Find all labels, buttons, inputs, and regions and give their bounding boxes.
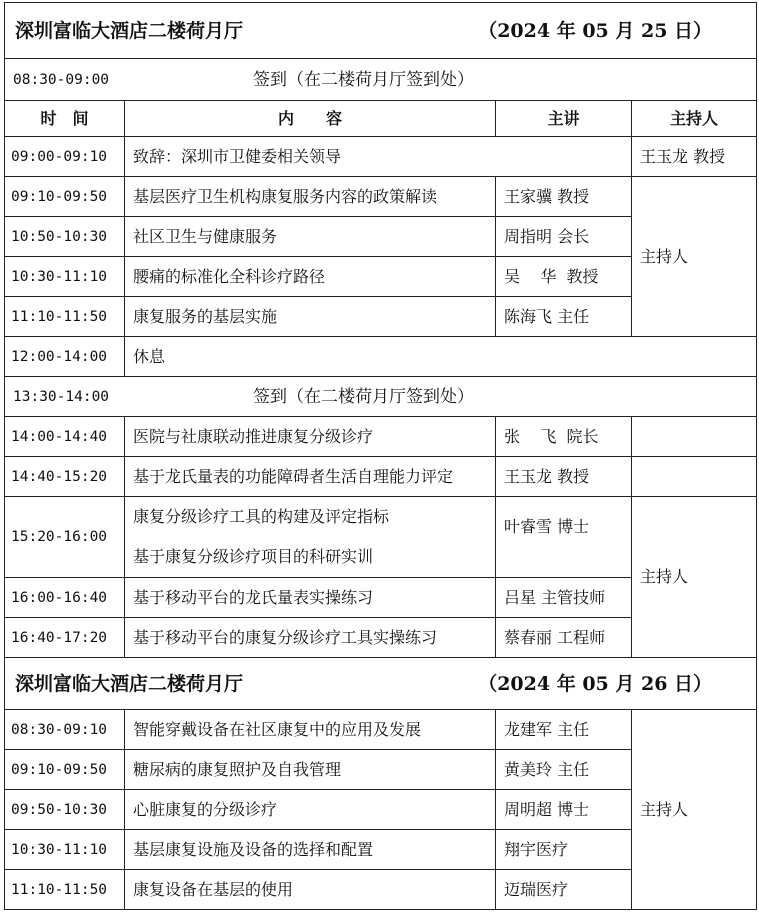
session-content-line: 康复分级诊疗工具的构建及评定指标	[133, 507, 390, 526]
session-speaker: 吴 华 教授	[496, 257, 632, 297]
session-speaker: 陈海飞 主任	[496, 297, 632, 337]
header-content: 内 容	[125, 101, 496, 137]
venue-date: （2024 年 05 月 25 日）	[478, 19, 713, 42]
session-content: 基层康复设施及设备的选择和配置	[125, 830, 496, 870]
session-speaker: 黄美玲 主任	[496, 750, 632, 790]
session-content: 基于龙氏量表的功能障碍者生活自理能力评定	[125, 457, 496, 497]
schedule-table	[4, 2, 757, 910]
session-time: 15:20-16:00	[5, 497, 125, 578]
signin-time: 08:30-09:00	[13, 71, 110, 88]
session-content: 基于移动平台的康复分级诊疗工具实操练习	[125, 618, 496, 658]
session-time: 09:50-10:30	[5, 790, 125, 830]
table-row	[5, 710, 757, 750]
table-row	[5, 137, 757, 177]
table-row	[5, 497, 757, 578]
session-speaker: 叶睿雪 博士	[496, 497, 632, 578]
day2-host: 主持人	[632, 710, 757, 910]
session-time: 11:10-11:50	[5, 297, 125, 337]
session-time: 10:50-10:30	[5, 217, 125, 257]
signin-row-pm	[5, 377, 757, 417]
session-content: 社区卫生与健康服务	[125, 217, 496, 257]
session-speaker: 吕星 主管技师	[496, 578, 632, 618]
venue-date: （2024 年 05 月 26 日）	[478, 672, 713, 695]
session-time: 09:10-09:50	[5, 177, 125, 217]
table-row	[5, 337, 757, 377]
session-speaker: 王家骥 教授	[496, 177, 632, 217]
session-time: 16:00-16:40	[5, 578, 125, 618]
venue-row-day2	[5, 658, 757, 710]
session-speaker: 翔宇医疗	[496, 830, 632, 870]
signin-row-am	[5, 59, 757, 101]
table-row	[5, 177, 757, 217]
session-time: 09:00-09:10	[5, 137, 125, 177]
session-speaker: 迈瑞医疗	[496, 870, 632, 910]
session-content: 医院与社康联动推进康复分级诊疗	[125, 417, 496, 457]
venue-row-day1	[5, 3, 757, 59]
session-time: 10:30-11:10	[5, 257, 125, 297]
session-content: 腰痛的标准化全科诊疗路径	[125, 257, 496, 297]
signin-time: 13:30-14:00	[13, 388, 110, 405]
session-speaker: 蔡春丽 工程师	[496, 618, 632, 658]
signin-text: 签到（在二楼荷月厅签到处）	[253, 69, 474, 90]
session-time: 10:30-11:10	[5, 830, 125, 870]
session-time: 08:30-09:10	[5, 710, 125, 750]
session-content-line: 基于康复分级诊疗项目的科研实训	[133, 547, 374, 566]
header-row	[5, 101, 757, 137]
session-content: 休息	[125, 337, 757, 377]
header-host: 主持人	[632, 101, 757, 137]
empty-host-cell	[632, 417, 757, 457]
table-row	[5, 457, 757, 497]
session-time: 09:10-09:50	[5, 750, 125, 790]
session-time: 16:40-17:20	[5, 618, 125, 658]
header-speaker: 主讲	[496, 101, 632, 137]
morning-host: 主持人	[632, 177, 757, 337]
session-content: 康复设备在基层的使用	[125, 870, 496, 910]
session-speaker: 龙建军 主任	[496, 710, 632, 750]
session-speaker: 周指明 会长	[496, 217, 632, 257]
session-time: 12:00-14:00	[5, 337, 125, 377]
session-host: 王玉龙 教授	[632, 137, 757, 177]
session-content: 基层医疗卫生机构康复服务内容的政策解读	[125, 177, 496, 217]
session-speaker: 王玉龙 教授	[496, 457, 632, 497]
header-time: 时 间	[5, 101, 125, 137]
session-content: 康复服务的基层实施	[125, 297, 496, 337]
session-content: 致辞：深圳市卫健委相关领导	[125, 137, 632, 177]
session-content: 基于移动平台的龙氏量表实操练习	[125, 578, 496, 618]
session-content: 心脏康复的分级诊疗	[125, 790, 496, 830]
session-time: 14:40-15:20	[5, 457, 125, 497]
session-content: 糖尿病的康复照护及自我管理	[125, 750, 496, 790]
session-speaker: 张 飞 院长	[496, 417, 632, 457]
signin-text: 签到（在二楼荷月厅签到处）	[253, 386, 474, 407]
session-content: 智能穿戴设备在社区康复中的应用及发展	[125, 710, 496, 750]
session-time: 14:00-14:40	[5, 417, 125, 457]
session-content	[125, 497, 496, 578]
session-speaker: 周明超 博士	[496, 790, 632, 830]
afternoon-host: 主持人	[632, 497, 757, 658]
venue-name: 深圳富临大酒店二楼荷月厅	[15, 19, 244, 42]
session-time: 11:10-11:50	[5, 870, 125, 910]
empty-host-cell	[632, 457, 757, 497]
venue-name: 深圳富临大酒店二楼荷月厅	[15, 672, 244, 695]
table-row	[5, 417, 757, 457]
